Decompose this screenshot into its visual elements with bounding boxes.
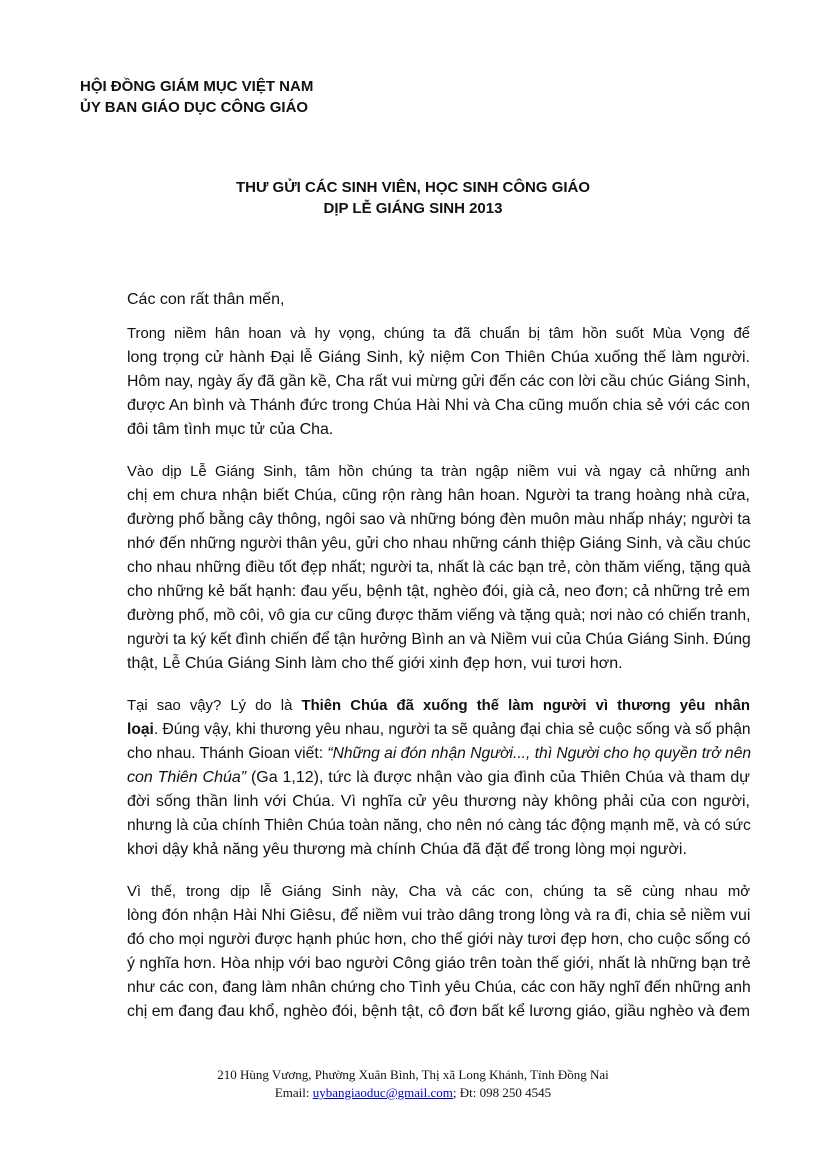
footer-address: 210 Hùng Vương, Phường Xuân Bình, Thị xã Long Khánh, Tỉnh Đồng Nai	[217, 1067, 609, 1082]
bold-emphasis: Thiên Chúa đã xuống thế làm người vì thương yêu nhân	[301, 698, 750, 714]
footer-contact	[0, 1084, 826, 1102]
text-line: cho nhau những điều tốt đẹp nhất; người ta, nhất là các bạn trẻ, còn thăm viếng, tặng quà	[127, 559, 751, 576]
text-line: đời sống thần linh với Chúa. Vì nghĩa cử yêu thương này không phải của con người,	[127, 793, 750, 810]
text-line: đường phố bằng cây thông, ngôi sao và những bóng đèn muôn màu nhấp nháy; người ta	[127, 511, 751, 528]
text-line: cho những kẻ bất hạnh: đau yếu, bệnh tật, nghèo đói, già cả, neo đơn; cả những trẻ em	[127, 583, 750, 600]
letter-body	[80, 322, 750, 1042]
text-line: thật, Lễ Chúa Giáng Sinh làm cho thế giới xinh đẹp hơn, vui tươi hơn.	[127, 655, 623, 672]
text-line: đường phố, mồ côi, vô gia cư cũng được thăm viếng và tặng quà; nơi nào có chiến tranh,	[127, 607, 751, 624]
text-line: Hôm nay, ngày ấy đã gần kề, Cha rất vui mừng gửi đến các con lời cầu chúc Giáng Sinh,	[127, 373, 751, 390]
text-run: cho nhau. Thánh Gioan viết:	[127, 745, 328, 762]
paragraph-2	[80, 460, 750, 676]
text-line	[80, 718, 750, 742]
paragraph-1	[80, 322, 750, 442]
text-line: Trong niềm hân hoan và hy vọng, chúng ta đã chuẩn bị tâm hồn suốt Mùa Vọng để	[127, 326, 750, 342]
text-run: Tại sao vậy? Lý do là	[127, 698, 302, 714]
text-line: chị em đang đau khổ, nghèo đói, bệnh tật, cô đơn bất kể lương giáo, giầu nghèo và đem	[127, 1003, 750, 1020]
text-line: đôi tâm tình mục tử của Cha.	[127, 421, 334, 438]
salutation: Các con rất thân mến,	[127, 291, 285, 308]
letter-title	[0, 177, 826, 219]
text-line: chị em chưa nhận biết Chúa, cũng rộn ràng hân hoan. Người ta trang hoàng nhà cửa,	[127, 487, 750, 504]
org-committee: ỦY BAN GIÁO DỤC CÔNG GIÁO	[80, 99, 309, 116]
text-line	[80, 766, 750, 790]
paragraph-4	[80, 880, 750, 1024]
text-line: Vì thế, trong dịp lễ Giáng Sinh này, Cha và các con, chúng ta sẽ cùng nhau mở	[127, 884, 750, 900]
text-run: (Ga 1,12), tức là được nhận vào gia đình của Thiên Chúa và tham dự	[246, 769, 751, 786]
text-line: Vào dịp Lễ Giáng Sinh, tâm hồn chúng ta tràn ngập niềm vui và ngay cả những anh	[127, 464, 750, 480]
page-footer	[0, 1066, 826, 1102]
email-link[interactable]: uybangiaoduc@gmail.com	[312, 1085, 453, 1100]
text-line: nhớ đến những người thân yêu, gửi cho nhau những cánh thiệp Giáng Sinh, và cầu chúc	[127, 535, 751, 552]
title-line-2: DỊP LỄ GIÁNG SINH 2013	[323, 200, 503, 217]
text-line: khơi dậy khả năng yêu thương mà chính Chúa đã đặt để trong lòng mọi người.	[127, 841, 687, 858]
text-line: người ta ký kết đình chiến để tận hưởng Bình an và Niềm vui của Chúa Giáng Sinh. Đúng	[127, 631, 751, 648]
scripture-quote: con Thiên Chúa”	[127, 769, 247, 786]
scripture-quote: “Những ai đón nhận Người..., thì Người cho họ quyền trở nên	[327, 745, 752, 762]
organization-header	[80, 76, 313, 118]
text-line: lòng đón nhận Hài Nhi Giêsu, để niềm vui trào dâng trong lòng và ra đi, chia sẻ niềm vui	[127, 907, 751, 924]
text-run: . Đúng vậy, khi thương yêu nhau, người ta sẽ quảng đại chia sẻ cuộc sống và số phận	[153, 721, 751, 738]
bold-emphasis: loại	[127, 721, 154, 738]
text-line	[80, 694, 750, 718]
email-label: Email:	[274, 1085, 313, 1100]
text-line: được An bình và Thánh đức trong Chúa Hài Nhi và Cha cũng muốn chia sẻ với các con	[127, 397, 750, 414]
title-line-1: THƯ GỬI CÁC SINH VIÊN, HỌC SINH CÔNG GIÁO	[235, 179, 591, 196]
paragraph-3	[80, 694, 750, 862]
text-line: đó cho mọi người được hạnh phúc hơn, cho thế giới này tươi đẹp hơn, cho cuộc sống có	[127, 931, 751, 948]
text-line: long trọng cử hành Đại lễ Giáng Sinh, kỷ niệm Con Thiên Chúa xuống thế làm người.	[127, 349, 750, 366]
phone-number: ; Đt: 098 250 4545	[452, 1085, 552, 1100]
text-line: ý nghĩa hơn. Hòa nhịp với bao người Công giáo trên toàn thế giới, nhất là những bạn trẻ	[127, 955, 751, 972]
text-line: nhưng là của chính Thiên Chúa toàn năng, cho nên nó càng tác động mạnh mẽ, và có sức	[127, 817, 751, 834]
org-name: HỘI ĐỒNG GIÁM MỤC VIỆT NAM	[80, 78, 314, 95]
text-line	[80, 742, 750, 766]
text-line: như các con, đang làm nhân chứng cho Tình yêu Chúa, các con hãy nghĩ đến những anh	[127, 979, 751, 996]
